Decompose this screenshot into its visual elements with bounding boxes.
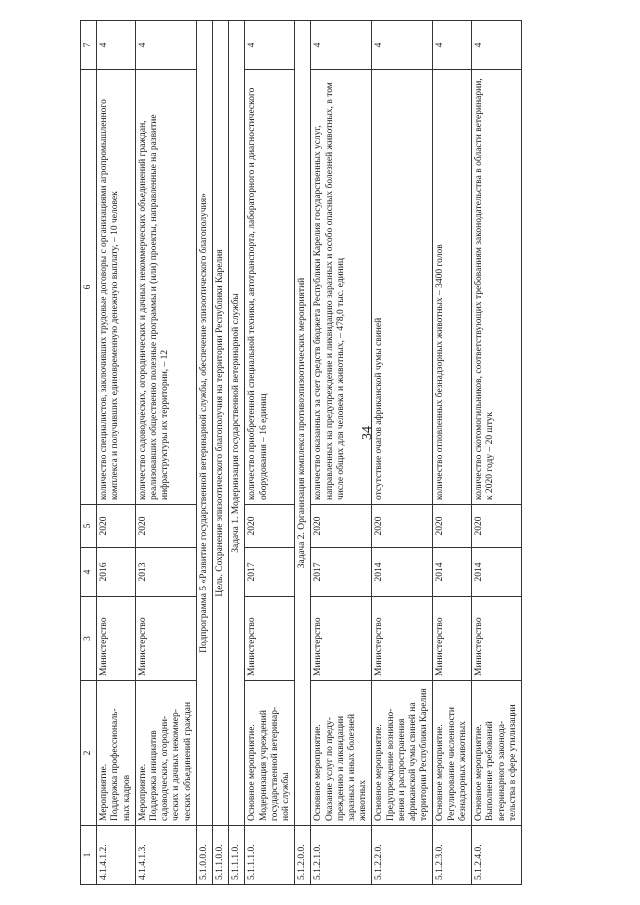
header-col-2: 2 — [81, 681, 97, 826]
indicator: количество отловленных безнадзорных животных – 3400 голов — [433, 70, 472, 505]
task1-title: Задача 1. Модернизация государственной ветеринарной службы — [229, 21, 245, 826]
task2-title: Задача 2. Организация комплекса противоэпизоотических мероприятий — [295, 21, 311, 826]
row-number: 5.1.2.0.0. — [295, 826, 311, 885]
end-year: 2020 — [433, 505, 472, 548]
row-number: 5.1.2.4.0. — [472, 826, 522, 885]
event-name: Основное мероприятие. Оказание услуг по преду- преждению и ликвидации заразных и иных болезней животных — [311, 681, 372, 826]
value: 4 — [97, 21, 136, 70]
indicator: количество специалистов, заключивших трудовые договоры с организациями агропромышленного комплекса и получивших единовременную денежную выплату, – 10 человек — [97, 70, 136, 505]
end-year: 2020 — [135, 505, 196, 548]
indicator: количество скотомогильников, соответствующих требованиям законодательства в области ветеринарии, к 2020 году – 20 штук — [472, 70, 522, 505]
rotated-table-block — [80, 20, 600, 885]
start-year: 2014 — [433, 548, 472, 597]
table-row — [472, 21, 522, 885]
value: 4 — [245, 21, 295, 70]
header-col-1: 1 — [81, 826, 97, 885]
start-year: 2014 — [472, 548, 522, 597]
end-year: 2020 — [311, 505, 372, 548]
subprogram-row — [196, 21, 212, 885]
event-name: Основное мероприятие. Регулирование численности безнадзорных животных — [433, 681, 472, 826]
end-year: 2020 — [97, 505, 136, 548]
executor: Министерство — [97, 597, 136, 681]
row-number: 5.1.1.1.0. — [229, 826, 245, 885]
event-name: Мероприятие. Поддержка профессиональ- ных кадров — [97, 681, 136, 826]
table-row — [245, 21, 295, 885]
page-number: 34 — [360, 426, 375, 440]
task-row — [295, 21, 311, 885]
indicator: отсутствие очагов африканской чумы свиней — [372, 70, 433, 505]
row-number: 4.1.4.1.3. — [135, 826, 196, 885]
row-number: 5.1.2.2.0. — [372, 826, 433, 885]
start-year: 2017 — [245, 548, 295, 597]
row-number: 5.1.1.1.0. — [245, 826, 295, 885]
start-year: 2016 — [97, 548, 136, 597]
indicator: количество приобретенной специальной техники, автотранспорта, лабораторного и диагностического оборудования – 16 единиц — [245, 70, 295, 505]
start-year: 2013 — [135, 548, 196, 597]
header-row — [81, 21, 97, 885]
executor: Министерство — [135, 597, 196, 681]
table-row — [372, 21, 433, 885]
start-year: 2017 — [311, 548, 372, 597]
row-number: 4.1.4.1.2. — [97, 826, 136, 885]
row-number: 5.1.2.1.0. — [311, 826, 372, 885]
indicator: количество садоводческих, огороднических и дачных некоммерческих объединений граждан, реализовавших общественно полезные программы и (или) проекты, направленные на развитие инфраструктуры их территории, – 12 — [135, 70, 196, 505]
executor: Министерство — [433, 597, 472, 681]
table-row — [433, 21, 472, 885]
end-year: 2020 — [245, 505, 295, 548]
executor: Министерство — [311, 597, 372, 681]
executor: Министерство — [472, 597, 522, 681]
goal-title: Цель. Сохранение эпизоотического благополучия на территории Республики Карелия — [213, 21, 229, 826]
table-row — [97, 21, 136, 885]
subprogram-title: Подпрограмма 5 «Развитие государственной ветеринарной службы, обеспечение эпизоотического благополучия» — [196, 21, 212, 826]
event-name: Основное мероприятие. Модернизация учреждений государственной ветеринар- ной службы — [245, 681, 295, 826]
event-name: Мероприятие. Поддержка инициатив садоводческих, огородни- ческих и дачных некоммер- ческих объединений граждан — [135, 681, 196, 826]
table-row — [135, 21, 196, 885]
header-col-4: 4 — [81, 548, 97, 597]
header-col-6: 6 — [81, 70, 97, 505]
executor: Министерство — [372, 597, 433, 681]
value: 4 — [135, 21, 196, 70]
end-year: 2020 — [472, 505, 522, 548]
events-table — [80, 20, 522, 885]
value: 4 — [372, 21, 433, 70]
row-number: 5.1.2.3.0. — [433, 826, 472, 885]
header-col-5: 5 — [81, 505, 97, 548]
indicator: количество оказанных за счет средств бюджета Республики Карелия государственных услуг, направленных на предупреждение и ликвидацию заразных и особо опасных болезней животных, в том числе общих для человека и животных, – 478,0 тыс. единиц — [311, 70, 372, 505]
event-name: Основное мероприятие. Выполнение требований ветеринарного законода- тельства в сфере утилизации — [472, 681, 522, 826]
start-year: 2014 — [372, 548, 433, 597]
table-row — [311, 21, 372, 885]
event-name: Основное мероприятие. Предупреждение возникно- вения и распространения африканской чумы свиней на территории Республики Карелия — [372, 681, 433, 826]
value: 4 — [311, 21, 372, 70]
row-number: 5.1.1.0.0. — [213, 826, 229, 885]
header-col-3: 3 — [81, 597, 97, 681]
executor: Министерство — [245, 597, 295, 681]
header-col-7: 7 — [81, 21, 97, 70]
row-number: 5.1.0.0.0. — [196, 826, 212, 885]
value: 4 — [433, 21, 472, 70]
task-row — [229, 21, 245, 885]
goal-row — [213, 21, 229, 885]
end-year: 2020 — [372, 505, 433, 548]
value: 4 — [472, 21, 522, 70]
